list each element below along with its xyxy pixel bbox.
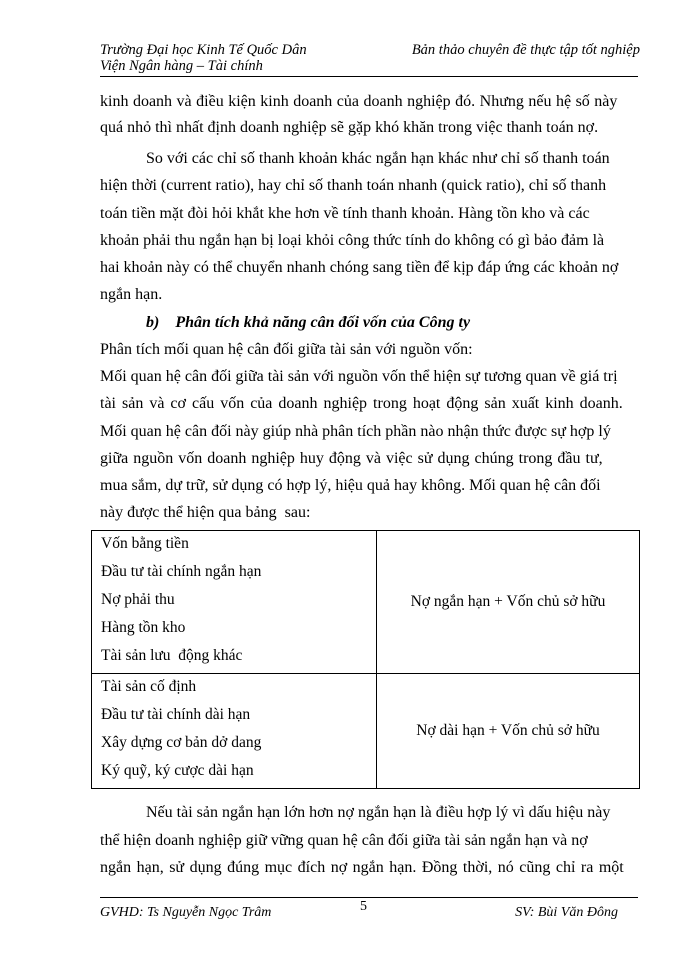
asset-item: Tài sản cố định	[101, 678, 197, 695]
asset-item: Đầu tư tài chính dài hạn	[101, 706, 251, 723]
header-university: Trường Đại học Kinh Tế Quốc Dân	[100, 42, 307, 58]
footer-supervisor: GVHD: Ts Nguyễn Ngọc Trâm	[100, 905, 272, 920]
header-institute: Viện Ngân hàng – Tài chính	[100, 58, 263, 74]
para2-line-2: hiện thời (current ratio), hay chỉ số thanh toán nhanh (quick ratio), chỉ số thanh	[100, 177, 607, 194]
asset-item: Ký quỹ, ký cược dài hạn	[101, 762, 254, 779]
asset-item: Đầu tư tài chính ngắn hạn	[101, 563, 262, 580]
para2-line-6: ngắn hạn.	[100, 286, 163, 303]
header-rule	[100, 76, 638, 77]
para1-line-2: quá nhỏ thì nhất định doanh nghiệp sẽ gặp khó khăn trong việc thanh toán nợ.	[100, 119, 599, 136]
para4-line-5: mua sắm, dự trữ, sử dụng có hợp lý, hiệu quả hay không. Mối quan hệ cân đối	[100, 477, 601, 494]
long-term-sources-cell: Nợ dài hạn + Vốn chủ sở hữu	[377, 674, 640, 789]
para1-line-1: kinh doanh và điều kiện kinh doanh của doanh nghiệp đó. Nhưng nếu hệ số này	[100, 93, 618, 110]
para3-line: Phân tích mối quan hệ cân đối giữa tài sản với nguồn vốn:	[100, 341, 473, 358]
para4-line-6: này được thể hiện qua bảng sau:	[100, 504, 311, 521]
para5-line-1: Nếu tài sản ngắn hạn lớn hơn nợ ngắn hạn là điều hợp lý vì dấu hiệu này	[146, 804, 611, 821]
table-row	[92, 531, 640, 674]
para2-line-3: toán tiền mặt đòi hỏi khắt khe hơn về tính thanh khoản. Hàng tồn kho và các	[100, 205, 590, 222]
para2-line-4: khoản phải thu ngắn hạn bị loại khỏi công thức tính do không có gì bảo đảm là	[100, 232, 605, 249]
page-number: 5	[360, 899, 367, 914]
asset-source-table	[91, 530, 640, 789]
short-term-sources-cell: Nợ ngắn hạn + Vốn chủ sở hữu	[377, 531, 640, 674]
asset-item: Hàng tồn kho	[101, 619, 186, 636]
long-term-assets-cell	[92, 674, 377, 789]
footer-student: SV: Bùi Văn Đông	[515, 905, 618, 920]
footer-rule	[100, 897, 638, 898]
current-assets-cell	[92, 531, 377, 674]
para4-line-3: Mối quan hệ cân đối này giúp nhà phân tích phần nào nhận thức được sự hợp lý	[100, 423, 611, 440]
asset-item: Xây dựng cơ bản dở dang	[101, 734, 262, 751]
para2-line-1: So với các chỉ số thanh khoản khác ngắn hạn khác như chỉ số thanh toán	[146, 150, 610, 167]
header-doc-title: Bản thảo chuyên đề thực tập tốt nghiệp	[411, 42, 640, 58]
table-row	[92, 674, 640, 789]
para4-line-1: Mối quan hệ cân đối giữa tài sản với nguồn vốn thể hiện sự tương quan về giá trị	[100, 368, 618, 385]
section-heading: b) Phân tích khả năng cân đối vốn của Công ty	[146, 314, 471, 331]
para5-line-3: ngắn hạn, sử dụng đúng mục đích nợ ngắn hạn. Đồng thời, nó cũng chỉ ra một	[100, 859, 624, 876]
asset-item: Tài sản lưu động khác	[101, 647, 243, 664]
para2-line-5: hai khoản này có thể chuyển nhanh chóng sang tiền để kịp đáp ứng các khoản nợ	[100, 259, 619, 276]
asset-item: Nợ phải thu	[101, 591, 175, 608]
para4-line-2: tài sản và cơ cấu vốn của doanh nghiệp trong hoạt động sản xuất kinh doanh.	[100, 395, 623, 412]
para4-line-4: giữa nguồn vốn doanh nghiệp huy động và việc sử dụng chúng trong đầu tư,	[100, 450, 603, 467]
asset-item: Vốn bằng tiền	[101, 535, 189, 552]
para5-line-2: thể hiện doanh nghiệp giữ vững quan hệ cân đối giữa tài sản ngắn hạn và nợ	[100, 832, 588, 849]
